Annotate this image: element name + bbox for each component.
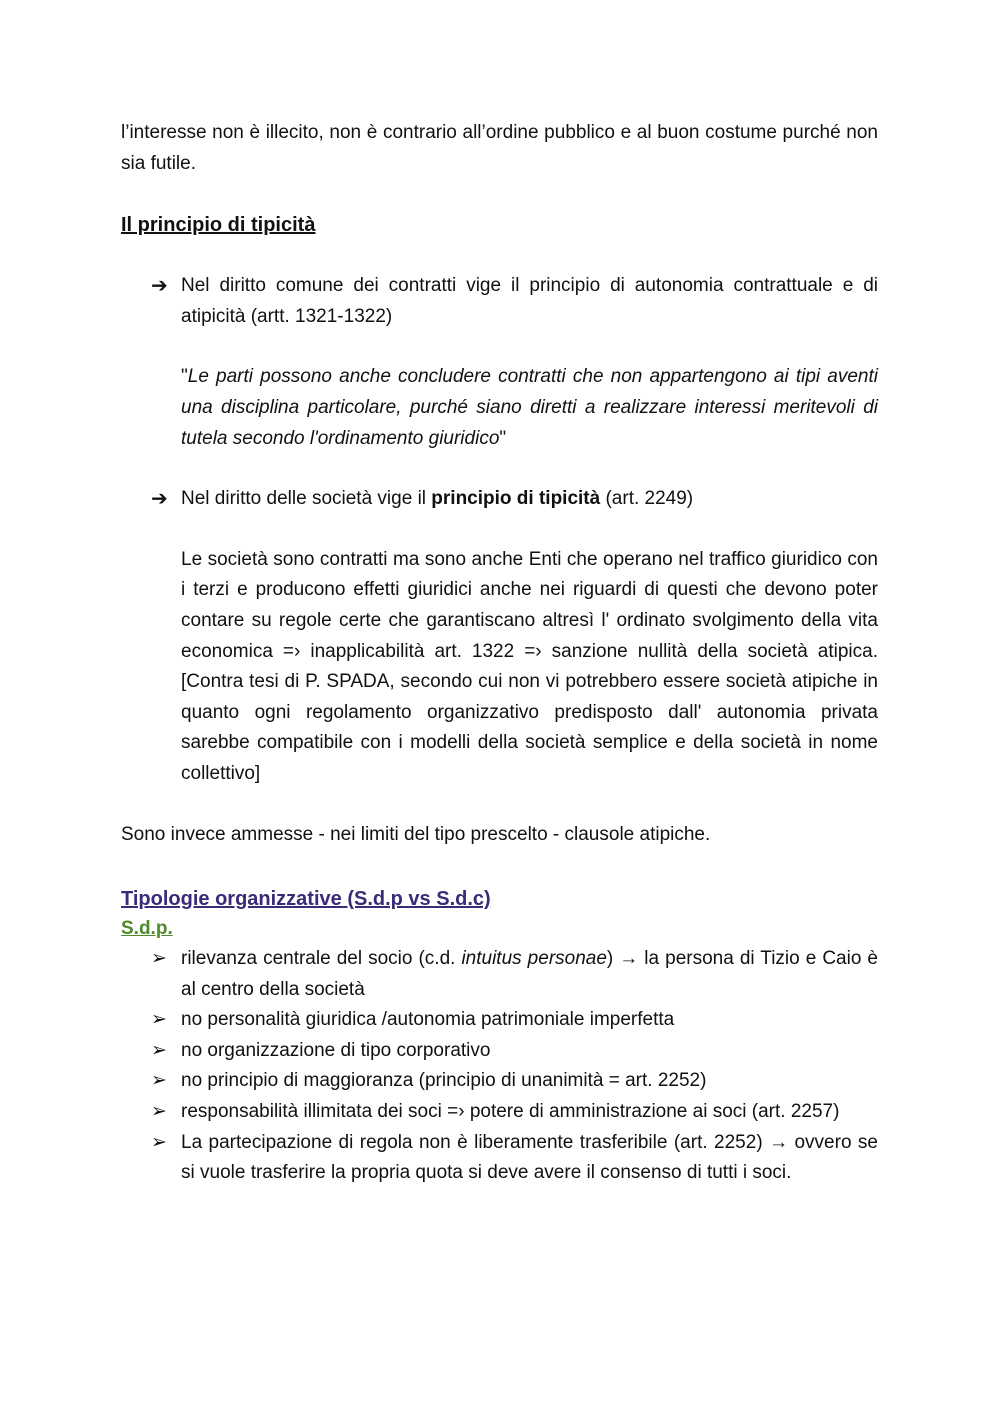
document-page [121,118,878,1189]
item-text: responsabilità illimitata dei soci =› potere di amministrazione ai soci (art. 2257) [181,1101,840,1123]
item-text-before: rilevanza centrale del socio (c.d. [181,948,462,970]
quote-paragraph [121,362,878,454]
item-text: no principio di maggioranza (principio di unanimità = art. 2252) [181,1070,707,1092]
intro-paragraph: l’interesse non è illecito, non è contrario all’ordine pubblico e al buon costume purché non sia futile. [121,122,878,174]
item-text: La partecipazione di regola non è liberamente trasferibile (art. 2252) → ovvero se si vuole trasferire la propria quota si deve avere il consenso di tutti i soci. [181,1131,878,1184]
arrowhead-icon: ➢ [151,1009,167,1031]
item-text-italic: intuitus personae [461,948,607,970]
item-text: no personalità giuridica /autonomia patrimoniale imperfetta [181,1009,675,1031]
list-item [121,1005,878,1036]
list-item [121,1097,878,1128]
bullet-text [181,484,878,515]
bullet-text-bold: principio di tipicità [431,488,601,510]
item-text: no organizzazione di tipo corporativo [181,1039,491,1061]
list-item [121,1036,878,1067]
bullet-text-after: (art. 2249) [600,488,694,510]
arrow-icon: ➔ [151,488,168,511]
quote-close: " [499,427,507,449]
arrowhead-icon: ➢ [151,1070,167,1092]
list-item [121,1066,878,1097]
societa-paragraph: Le società sono contratti ma sono anche Enti che operano nel traffico giuridico con i terzi e producono effetti giuridici anche nei riguardi di questi che devono poter contare su regole certe che garantiscano altresì l' ordinato svolgimento della vita economica =› inapplicabilità art. 1322 =› sanzione nullità della società atipica. [Contra tesi di P. SPADA, secondo cui non vi potrebbero essere società atipiche in quanto ogni regolamento organizzativo predisposto dall' autonomia privata sarebbe compatibile con i modelli della società semplice e della società in nome collettivo] [181,548,878,784]
arrowhead-icon: ➢ [151,1131,167,1153]
bullet-text-before: Nel diritto delle società vige il [181,488,432,510]
section-title-tipologie: Tipologie organizzative (S.d.p vs S.d.c) [121,888,491,911]
list-item [121,944,878,1005]
quote-open: " [181,366,188,388]
section-title-tipicita: Il principio di tipicità [121,214,316,237]
arrow-icon: ➔ [151,275,168,298]
arrowhead-icon: ➢ [151,1039,167,1061]
closing-paragraph: Sono invece ammesse - nei limiti del tipo prescelto - clausole atipiche. [121,823,711,845]
bullet-text: Nel diritto comune dei contratti vige il principio di autonomia contrattuale e di atipicità (artt. 1321-1322) [181,275,878,327]
list-item [121,1128,878,1189]
sdp-list [121,944,878,1189]
subtitle-sdp: S.d.p. [121,918,173,940]
bullet-diritto-societa [121,484,878,515]
quote-text: Le parti possono anche concludere contratti che non appartengono ai tipi aventi una disciplina particolare, purché siano diretti a realizzare interessi meritevoli di tutela secondo l'ordinamento giuridico [181,366,878,449]
bullet-diritto-comune [121,271,878,332]
arrowhead-icon: ➢ [151,948,167,970]
item-text-after: ) → la persona di Tizio e Caio è al centro della società [181,948,879,1000]
arrowhead-icon: ➢ [151,1101,167,1123]
